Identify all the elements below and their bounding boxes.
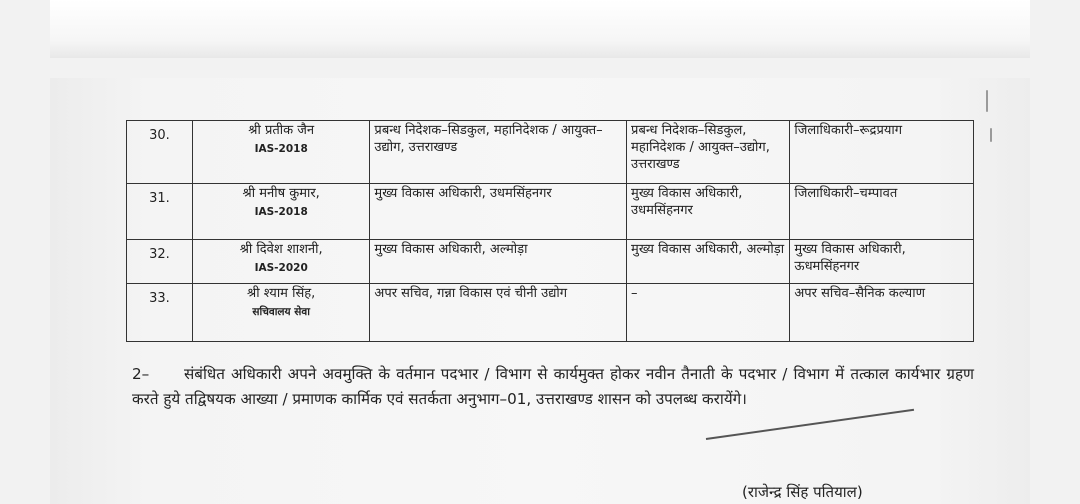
- current-post: मुख्य विकास अधिकारी, उधमसिंहनगर: [370, 184, 627, 240]
- serial-number: 30.: [127, 121, 193, 184]
- instruction-paragraph: [132, 362, 974, 412]
- new-post: मुख्य विकास अधिकारी, ऊधमसिंहनगर: [790, 240, 974, 284]
- serial-number: 32.: [127, 240, 193, 284]
- officer-name: श्री प्रतीक जैन: [248, 123, 315, 138]
- relieved-post: मुख्य विकास अधिकारी, उधमसिंहनगर: [627, 184, 790, 240]
- new-post: जिलाधिकारी–रूद्रप्रयाग: [790, 121, 974, 184]
- officer-service: IAS-2020: [254, 262, 308, 274]
- relieved-post: प्रबन्ध निदेशक–सिडकुल, महानिदेशक / आयुक्त–उद्योग, उत्तराखण्ड: [627, 121, 790, 184]
- officer-name: श्री दिवेश शाशनी,: [239, 242, 323, 257]
- relieved-post: मुख्य विकास अधिकारी, अल्मोड़ा: [627, 240, 790, 284]
- page-gap: [0, 58, 1080, 78]
- serial-number: 33.: [127, 284, 193, 342]
- officer-cell: [192, 184, 370, 240]
- relieved-post: –: [627, 284, 790, 342]
- current-post: प्रबन्ध निदेशक–सिडकुल, महानिदेशक / आयुक्त–उद्योग, उत्तराखण्ड: [370, 121, 627, 184]
- officer-service: IAS-2018: [254, 143, 308, 155]
- officer-service: सचिवालय सेवा: [252, 306, 310, 318]
- paragraph-number: 2–: [132, 365, 150, 383]
- transfer-table: [126, 120, 974, 342]
- table-row: [127, 121, 974, 184]
- signatory-name: (राजेन्द्र सिंह पतियाल): [742, 483, 863, 501]
- table-row: [127, 184, 974, 240]
- paragraph-text: संबंधित अधिकारी अपने अवमुक्ति के वर्तमान पदभार / विभाग से कार्यमुक्त होकर नवीन तैनाती के पदभार / विभाग में तत्काल कार्यभार ग्रहण करते हुये तद्विषयक आख्या / प्रमाणक कार्मिक एवं सतर्कता अनुभाग–01, उत्तराखण्ड शासन को उपलब्ध करायेंगे।: [132, 365, 974, 408]
- officer-name: श्री मनीष कुमार,: [242, 186, 320, 201]
- officer-cell: [192, 284, 370, 342]
- margin-mark: [990, 128, 992, 142]
- officer-cell: [192, 121, 370, 184]
- new-post: अपर सचिव–सैनिक कल्याण: [790, 284, 974, 342]
- previous-page-edge: [50, 0, 1030, 59]
- new-post: जिलाधिकारी–चम्पावत: [790, 184, 974, 240]
- officer-service: IAS-2018: [254, 206, 308, 218]
- table-row: [127, 284, 974, 342]
- margin-mark: [986, 90, 988, 112]
- table-row: [127, 240, 974, 284]
- current-post: अपर सचिव, गन्ना विकास एवं चीनी उद्योग: [370, 284, 627, 342]
- serial-number: 31.: [127, 184, 193, 240]
- officer-name: श्री श्याम सिंह,: [247, 286, 316, 301]
- current-post: मुख्य विकास अधिकारी, अल्मोड़ा: [370, 240, 627, 284]
- officer-cell: [192, 240, 370, 284]
